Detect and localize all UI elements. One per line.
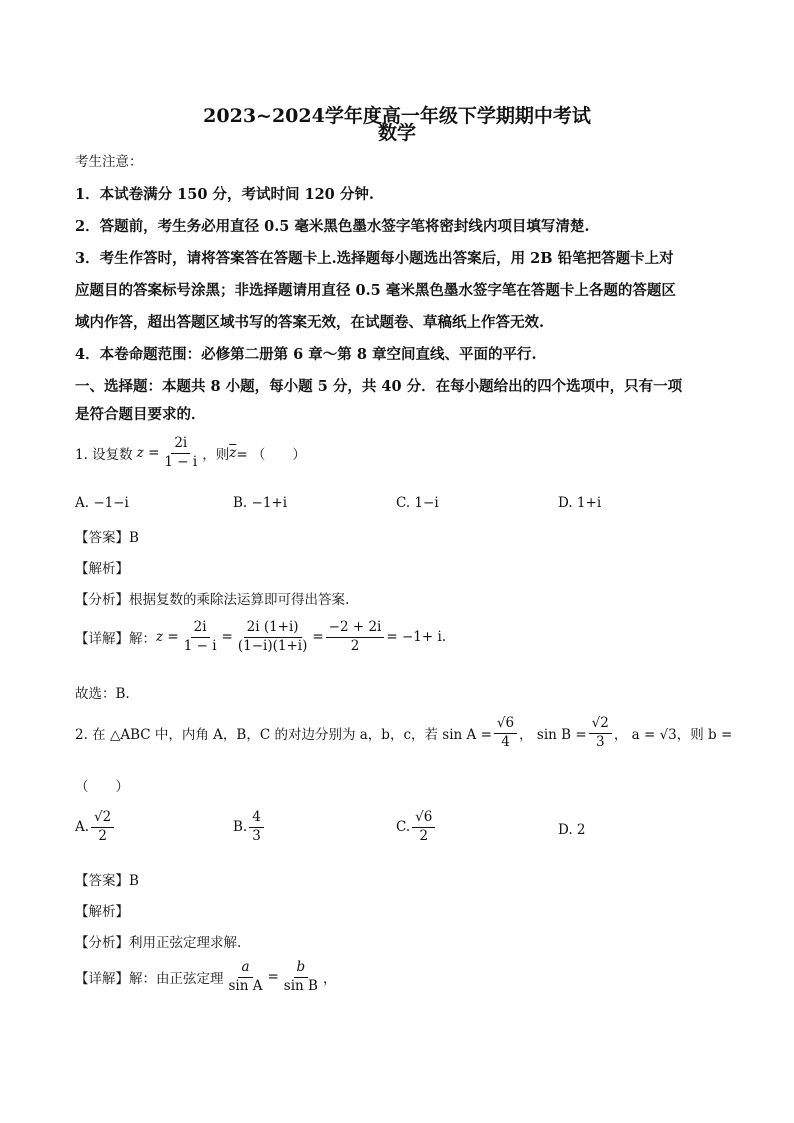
q2-paren: （ ） [75,779,129,795]
notice-item-4: 4．本卷命题范围：必修第二册第 6 章～第 8 章空间直线、平面的平行. [75,346,537,363]
q1-detail-frac1 [181,620,220,654]
q1-analysis-label: 【解析】 [75,561,129,577]
q1-detail-z: z = [156,629,179,646]
q1-answer-label: 【答案】 [75,530,129,546]
notice-item-3-cont: 应题目的答案标号涂黑；非选择题请用直径 0.5 毫米黑色墨水签字笔在答题卡上各题的答题区 [75,282,676,299]
q2-option-a-label: A. [75,819,90,836]
q2-option-c-den: 2 [419,827,429,844]
q2-option-a [75,810,116,844]
q2-option-b-frac [249,810,264,844]
q2-detail-prefix: 解：由正弦定理 [129,971,224,988]
q2-detail-frac2-den: sin B [283,977,318,994]
q2-detail-frac1-den: sin A [228,977,263,994]
notice-item-3-cont2: 域内作答，超出答题区域书写的答案无效，在试题卷、草稿纸上作答无效. [75,314,545,331]
q1-fenxi-text: 根据复数的乘除法运算即可得出答案. [129,592,350,608]
q2-detail-label: 【详解】 [75,971,129,988]
q2-detail-frac1 [226,960,266,994]
q1-fenxi [75,588,349,608]
q1-detail-frac1-den: 1 − i [183,637,217,654]
q2-analysis-label: 【解析】 [75,904,129,920]
q1-detail-label: 【详解】 [75,631,129,648]
q2-detail-frac1-num: a [238,960,252,978]
q1-fenxi-label: 【分析】 [75,592,129,608]
q2-frac-sinA-den: 4 [501,733,510,750]
exam-title: 2023~2024学年度高一年级下学期期中考试 [203,105,591,127]
q2-option-a-num: √2 [91,810,114,828]
q2-answer [75,869,139,889]
q2-option-c-frac [412,810,435,844]
q1-option-c: C. 1−i [396,495,439,511]
q2-option-b-label: B. [233,819,248,836]
q1-detail-frac2-num: 2i (1+i) [244,620,302,638]
q1-detail-frac2 [235,620,311,654]
q2-frac-sinA-num: √6 [494,716,517,734]
q2-option-b [233,810,266,844]
section-heading-line2: 是符合题目要求的． [75,406,206,423]
q1-detail-frac3 [326,620,385,654]
q2-option-a-frac [91,810,114,844]
q1-answer-value: B [129,530,139,546]
q1-detail-frac3-num: −2 + 2i [326,620,385,638]
q1-option-a: A. −1−i [75,495,129,511]
q1-detail-frac1-num: 2i [191,620,210,638]
question-1 [75,436,306,470]
q2-option-c-label: C. [396,819,411,836]
q2-prefix: 2. 在 △ABC 中，内角 A，B，C 的对边分别为 a，b，c，若 sin A = [75,727,492,744]
notice-item-1: 1．本试卷满分 150 分，考试时间 120 分钟. [75,186,374,203]
q2-detail-frac2-num: b [294,960,309,978]
q2-option-b-den: 3 [252,827,261,844]
q2-frac-sinB-num: √2 [589,716,612,734]
notice-item-2: 2．答题前，考生务必用直径 0.5 毫米黑色墨水签字笔将密封线内项目填写清楚. [75,218,590,235]
q1-prefix: 1. 设复数 [75,447,133,464]
q1-z-eq: z = [136,445,160,462]
q2-fenxi [75,931,241,951]
q2-fenxi-label: 【分析】 [75,935,129,951]
q2-s1: ， sin B = [519,727,587,744]
q1-zbar: $\overline{z}$ [229,445,237,462]
q1-detail-frac3-den: 2 [350,637,360,654]
q1-frac-num: 2i [171,436,190,454]
q2-option-d: D. 2 [558,822,586,838]
q2-detail-frac2 [281,960,321,994]
q2-fenxi-text: 利用正弦定理求解. [129,935,242,951]
q2-detail-tail: ， [322,971,337,988]
q2-detail-eq: = [267,969,279,986]
q1-conclusion: 故选：B. [75,686,130,702]
subject-title: 数学 [377,122,416,144]
q2-answer-label: 【答案】 [75,873,129,889]
q2-option-c-num: √6 [412,810,435,828]
q2-option-a-den: 2 [98,827,107,844]
q2-option-c [396,810,437,844]
q1-mid: ，则 [202,447,230,464]
section-heading-line1: 一、选择题：本题共 8 小题，每小题 5 分，共 40 分．在每小题给出的四个选项中，只有一项 [75,378,683,395]
q2-s2: ， a = √3，则 b = [613,727,733,744]
q2-option-b-num: 4 [249,810,264,828]
q1-tail: = （ ） [236,447,306,464]
q1-option-d: D. 1+i [558,495,602,511]
q2-frac-sinB-den: 3 [595,733,605,750]
notice-item-3: 3．考生作答时，请将答案答在答题卡上.选择题每小题选出答案后，用 2B 铅笔把答题卡上对 [75,250,674,267]
q1-option-b: B. −1+i [233,495,288,511]
q1-detail-frac2-den: (1−i)(1+i) [237,637,308,654]
q2-detail [75,960,336,994]
q2-frac-sinB [589,716,612,750]
q1-detail-prefix: 解： [129,631,156,648]
q1-detail-tail: = −1+ i. [386,629,447,646]
q2-answer-value: B [129,873,139,889]
question-2 [75,716,732,750]
q1-answer [75,526,139,546]
notice-heading: 考生注意： [75,154,143,170]
q2-frac-sinA [494,716,517,750]
q1-fraction [161,436,200,470]
q1-frac-den: 1 − i [164,453,198,470]
q1-detail: 【详解】 解： z = $\frac{2i}{1 - i}$ = $\frac{2i (1+i)}{(1-i)(1+i)}$ = $\frac{-2 + 2i}{2}$ = −1+ i. [75,619,447,654]
